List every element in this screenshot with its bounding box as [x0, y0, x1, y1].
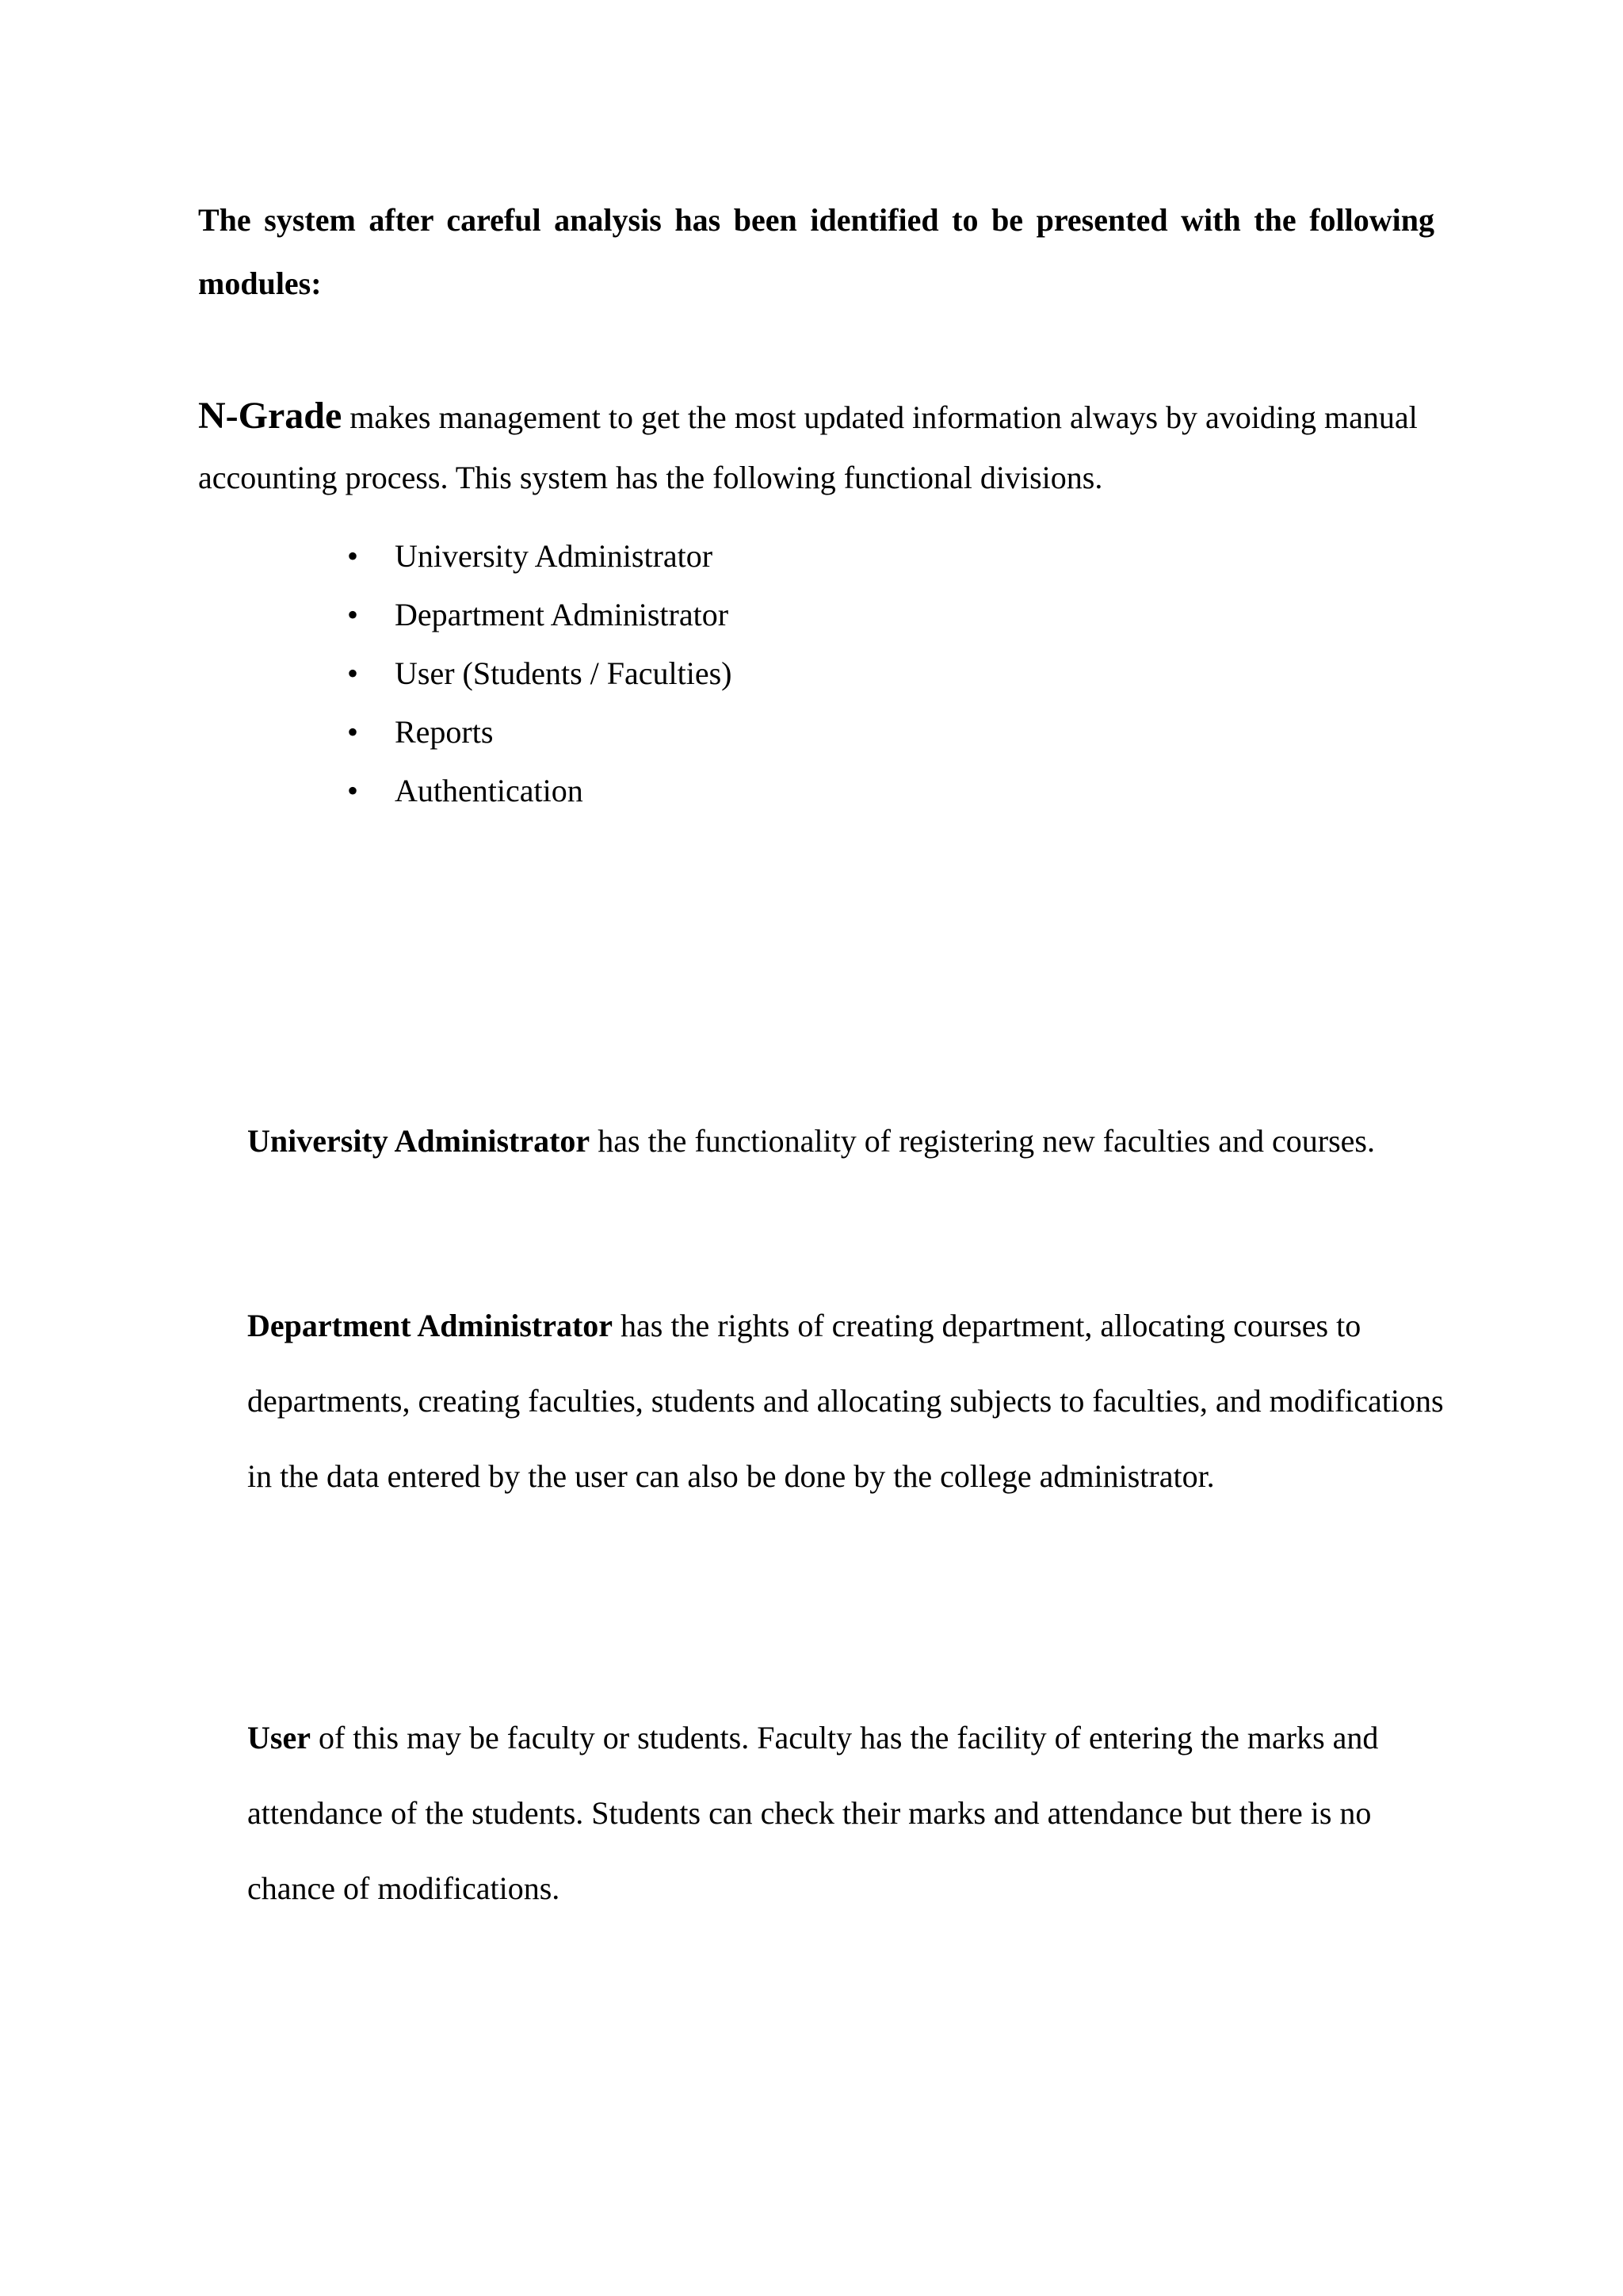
list-item [341, 586, 732, 644]
section-heading: The system after careful analysis has been identified to be presented with the following modules: [198, 202, 1434, 301]
department-admin-term: Department Administrator [247, 1308, 613, 1343]
list-item-label: Department Administrator [395, 597, 729, 632]
user-term: User [247, 1720, 311, 1755]
module-list [341, 527, 732, 820]
intro-text: makes management to get the most updated information always by avoiding manual accounting process. This system has the following functional divisions. [198, 399, 1418, 495]
university-admin-paragraph [247, 1103, 1460, 1179]
user-paragraph [247, 1700, 1460, 1926]
list-item-label: User (Students / Faculties) [395, 655, 732, 691]
list-item [341, 644, 732, 703]
list-item [341, 527, 732, 586]
bullet-icon: • [346, 714, 358, 750]
list-item [341, 762, 732, 820]
university-admin-text: has the functionality of registering new faculties and courses. [590, 1123, 1375, 1159]
bullet-icon: • [346, 773, 358, 808]
department-admin-text: has the rights of creating department, allocating courses to departments, creating faculties, students and allocating subjects to faculties, and modifications in the data entered by the user can also be done by the college administrator. [247, 1308, 1444, 1494]
bullet-icon: • [346, 597, 358, 632]
list-item-label: Authentication [395, 773, 583, 808]
brand-name: N-Grade [198, 395, 342, 437]
list-item-label: Reports [395, 714, 494, 750]
department-admin-paragraph [247, 1288, 1460, 1514]
user-text: of this may be faculty or students. Faculty has the facility of entering the marks and attendance of the students. Students can check their marks and attendance but there is no chance of modifications. [247, 1720, 1379, 1906]
intro-paragraph [198, 386, 1466, 508]
list-item-label: University Administrator [395, 538, 713, 574]
bullet-icon: • [346, 538, 358, 574]
bullet-icon: • [346, 655, 358, 691]
list-item [341, 703, 732, 762]
university-admin-term: University Administrator [247, 1123, 590, 1159]
